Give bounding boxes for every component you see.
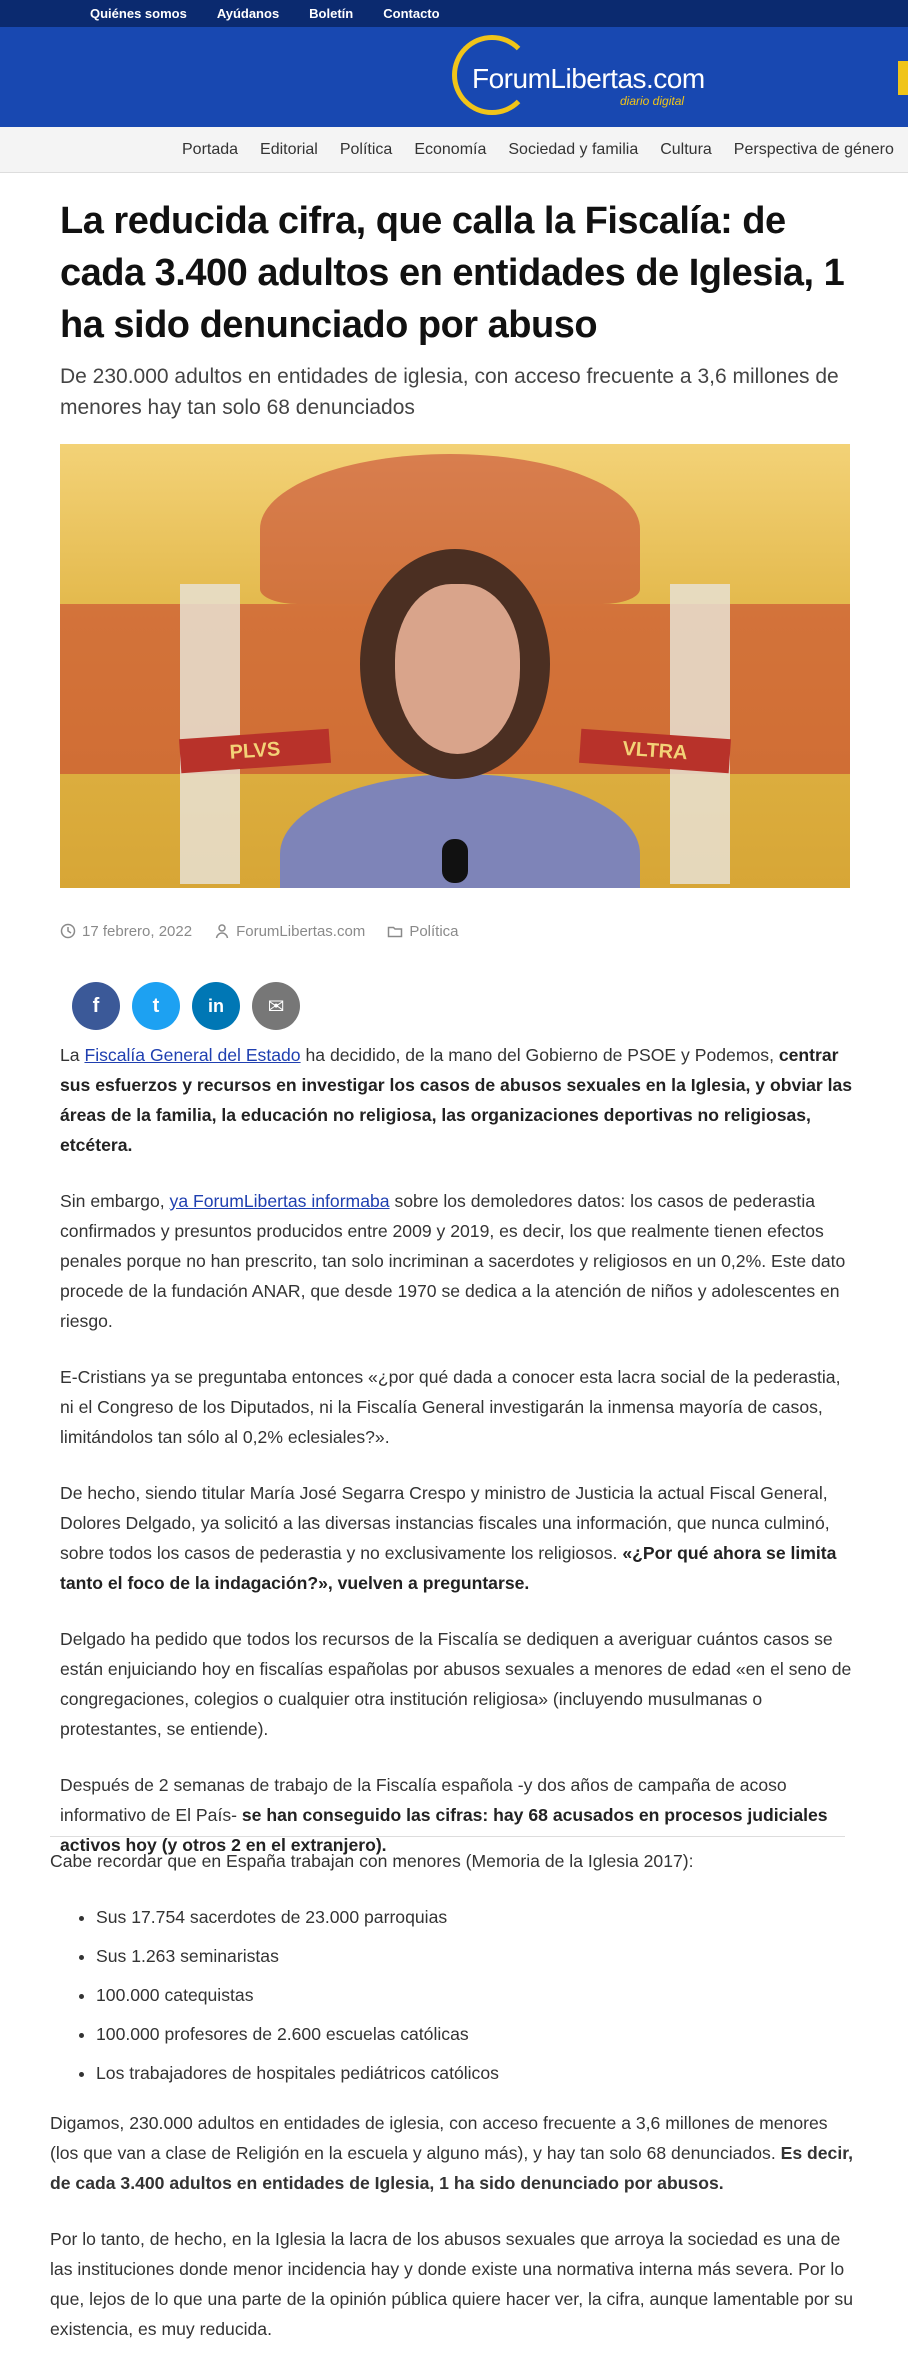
paragraph-6-bold: se han conseguido las cifras: hay 68 acusados en procesos judiciales activos hoy (y otros 2 en el extranjero). (60, 1805, 828, 1855)
article-body-2 (50, 1846, 856, 2370)
paragraph-4 (60, 1478, 856, 1598)
meta-date (60, 923, 192, 940)
nav-item-economia[interactable]: Economía (414, 141, 487, 158)
meta-category-text[interactable]: Política (409, 922, 459, 940)
list-item: • 100.000 profesores de 2.600 escuelas católicas (96, 2019, 856, 2049)
content-divider (50, 1836, 845, 1837)
paragraph-8-bold: Es decir, de cada 3.400 adultos en entidades de Iglesia, 1 ha sido denunciado por abusos. (50, 2143, 853, 2193)
clock-icon (60, 923, 76, 939)
microphone-icon (442, 839, 468, 883)
logo-tagline: diario digital (620, 94, 685, 108)
twitter-icon: t (152, 994, 160, 1017)
paragraph-1-text-2: ha decidido, de la mano del Gobierno de PSOE y Podemos, (300, 1045, 779, 1065)
meta-category[interactable] (387, 923, 458, 940)
paragraph-2-text: Sin embargo, (60, 1191, 170, 1211)
share-linkedin-button[interactable] (192, 982, 240, 1030)
site-header (0, 27, 908, 127)
list-item: • 100.000 catequistas (96, 1980, 856, 2010)
share-facebook-button[interactable] (72, 982, 120, 1030)
list-item: • Sus 1.263 seminaristas (96, 1941, 856, 1971)
nav-item-cultura[interactable]: Cultura (660, 141, 712, 158)
list-item: • Los trabajadores de hospitales pediátricos católicos (96, 2058, 856, 2088)
paragraph-6-text: Después de 2 semanas de trabajo de la Fiscalía española -y dos años de campaña de acoso informativo de El País- (60, 1775, 787, 1825)
person-face (395, 584, 520, 754)
top-link-contacto[interactable]: Contacto (383, 6, 440, 21)
paragraph-2-text-2: sobre los demoledores datos: los casos de pederastia confirmados y presuntos producidos entre 2009 y 2019, es decir, los que realmente tienen efectos penales porque no han prescrito, tan solo incriminan a sacerdotes y religiosos en un 0,2%. Este dato procede de la fundación ANAR, que desde 1970 se dedica a la atención de niños y adolescentes en riesgo. (60, 1191, 846, 1331)
header-accent-tab[interactable] (898, 61, 908, 95)
paragraph-3: E-Cristians ya se preguntaba entonces «¿por qué dada a conocer esta lacra social de la pederastia, ni el Congreso de los Diputados, ni la Fiscalía General investigarán la inmensa mayoría de casos, limitándolos tan sólo al 0,2% eclesiales?». (60, 1367, 841, 1447)
paragraph-1 (60, 1040, 856, 1160)
main-navigation (0, 127, 908, 173)
link-fiscalia-general[interactable]: Fiscalía General del Estado (84, 1045, 301, 1065)
article-title: La reducida cifra, que calla la Fiscalía: de cada 3.400 adultos en entidades de Iglesia, 1 ha sido denunciado por abuso (60, 200, 845, 346)
meta-author-text[interactable]: ForumLibertas.com (236, 922, 366, 940)
meta-date-text: 17 febrero, 2022 (82, 922, 193, 940)
list-item: • Sus 17.754 sacerdotes de 23.000 parroquias (96, 1902, 856, 1932)
logo-text: ForumLibertas.com (472, 63, 705, 94)
nav-item-perspectiva-genero[interactable]: Perspectiva de género (733, 141, 894, 158)
nav-item-editorial[interactable]: Editorial (260, 141, 318, 158)
meta-author[interactable] (214, 923, 365, 940)
nav-item-portada[interactable]: Portada (182, 141, 239, 158)
article-meta (60, 920, 459, 942)
article-header (60, 173, 850, 423)
pillar-left (180, 584, 240, 884)
facebook-icon: f (92, 994, 100, 1017)
paragraph-4-bold: «¿Por qué ahora se limita tanto el foco de la indagación?», vuelven a preguntarse. (60, 1543, 837, 1593)
paragraph-1-text: La (60, 1045, 85, 1065)
top-links (90, 0, 440, 27)
linkedin-icon: in (208, 995, 224, 1016)
article-subtitle: De 230.000 adultos en entidades de iglesia, con acceso frecuente a 3,6 millones de menores hay tan solo 68 denunciados (60, 365, 839, 419)
paragraph-9: Por lo tanto, de hecho, en la Iglesia la lacra de los abusos sexuales que arroya la sociedad es una de las instituciones donde menor incidencia hay y donde existe una normativa interna más severa. Por lo que, lejos de lo que una parte de la opinión pública quiere hacer ver, la cifra, aunque lamentable por su existencia, es muy reducida. (50, 2229, 854, 2339)
motto-right: VLTRA (579, 729, 731, 773)
paragraph-1-bold: centrar sus esfuerzos y recursos en investigar los casos de abusos sexuales en la Iglesia, y obviar las áreas de la familia, la educación no religiosa, las organizaciones deportivas no religiosas, etcétera. (60, 1045, 853, 1155)
paragraph-4-text: De hecho, siendo titular María José Segarra Crespo y ministro de Justicia la actual Fiscal General, Dolores Delgado, ya solicitó a las diversas instancias fiscales una información, que nunca culminó, sobre todos los casos de pederastia y no exclusivamente los religiosos. (60, 1483, 830, 1563)
top-utility-bar (0, 0, 908, 27)
article-hero-image (60, 444, 850, 888)
nav-item-sociedad-familia[interactable]: Sociedad y familia (508, 141, 639, 158)
share-buttons (72, 982, 300, 1030)
share-email-button[interactable] (252, 982, 300, 1030)
top-link-ayudanos[interactable]: Ayúdanos (216, 6, 280, 21)
paragraph-5: Delgado ha pedido que todos los recursos de la Fiscalía se dediquen a averiguar cuántos casos se están enjuiciando hoy en fiscalías españolas por abusos sexuales a menores de edad «en el seno de congregaciones, colegios o cualquier otra institución religiosa» (incluyendo musulmanas o protestantes, se entiende). (60, 1629, 852, 1739)
link-forumlibertas-informaba[interactable]: ya ForumLibertas informaba (169, 1191, 390, 1211)
site-logo[interactable] (450, 33, 705, 121)
paragraph-8-text: Digamos, 230.000 adultos en entidades de iglesia, con acceso frecuente a 3,6 millones de menores (los que van a clase de Religión en la escuela y alguno más), y hay tan solo 68 denunciados. (50, 2113, 828, 2163)
top-link-quienes-somos[interactable]: Quiénes somos (90, 6, 187, 21)
pillar-right (670, 584, 730, 884)
paragraph-2 (60, 1186, 856, 1336)
article-body-1 (60, 1040, 856, 1886)
paragraph-8 (50, 2108, 856, 2198)
user-icon (214, 923, 230, 939)
folder-icon (387, 923, 403, 939)
paragraph-7: Cabe recordar que en España trabajan con menores (Memoria de la Iglesia 2017): (50, 1851, 694, 1871)
nav-item-politica[interactable]: Política (339, 141, 393, 158)
list-menores (50, 1902, 856, 2088)
top-link-boletin[interactable]: Boletín (309, 6, 354, 21)
motto-left: PLVS (179, 729, 331, 773)
email-icon: ✉ (267, 995, 285, 1018)
share-twitter-button[interactable] (132, 982, 180, 1030)
